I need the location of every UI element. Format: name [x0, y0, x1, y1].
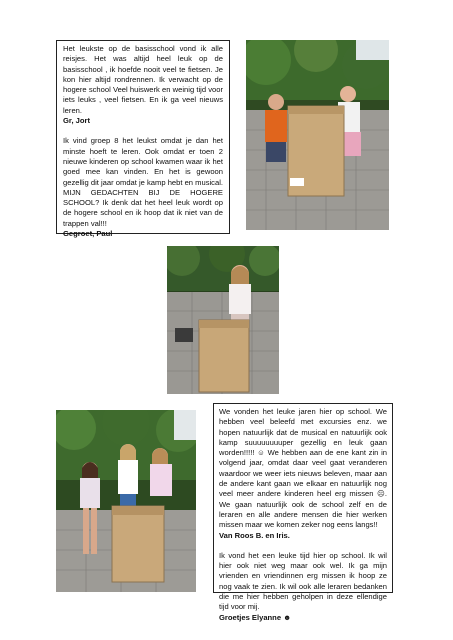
- signature-elyanne: Groetjes Elyanne ☻: [219, 612, 292, 622]
- paragraph-paul: Ik vind groep 8 het leukst omdat je dan het minste hoeft te leren. Ook omdat er toen 2 nieuwe kinderen op school kwamen waar ik het goed mee kan vinden. En het is gewoon gezellig dit jaar omdat je kamp hebt en musical. MIJN GEDACHTEN BIJ DE HOGERE SCHOOL? Ik denk dat het heel leuk wordt op de hogere school en ik hoop dat ik niet van de trappen val!!!: [63, 136, 223, 228]
- paragraph-jort: Het leukste op de basisschool vond ik alle reisjes. Het was altijd heel leuk op de basisschool , ik hoefde nooit veel te fietsen. Je kon hier altijd rondrennen. Ik verwacht op de hogere school Veel huiswerk en weinig tijd voor iets leuks , veel fietsen. En ik ga veel nieuws leren.: [63, 44, 223, 115]
- paragraph-roos-iris: We vonden het leuke jaren hier op school. We hebben veel beleefd met excursies enz. we hopen natuurlijk dat de musical en natuurlijk ook kamp suuuuuuuuper gezellig en leuk gaan worden!!!!! ☺ We hebben aan de ene kant zin in volgend jaar, omdat daar veel gaat veranderen waardoor we weer iets nieuws beleven, maar aan de andere kant gaan we elkaar en natuurlijk nog veel meer andere kinderen heel erg missen ☹. We gaan natuurlijk ook de school zelf en de leraren en alle andere mensen die hier werken missen maar we komen zeker nog eens langs!!: [219, 407, 387, 530]
- paragraph-elyanne: Ik vond het een leuke tijd hier op school. Ik wil hier ook niet weg maar ook wel. Ik ga mijn vrienden en vriendinnen erg missen ik hoop ze nog vaak te zien. Ik wil ook alle leraren bedanken die me hier hebben geholpen in deze ellendige tijd voor mij.: [219, 550, 387, 612]
- text-block-bottom: [213, 403, 393, 622]
- signature-jort: Gr, Jort: [63, 116, 91, 126]
- signature-roos-iris: Van Roos B. en Iris.: [219, 530, 290, 540]
- photo-two-boys-with-box: [246, 40, 389, 230]
- signature-paul: Gegroet, Paul: [63, 229, 113, 239]
- photo-girl-with-box: [167, 246, 279, 394]
- text-block-top: [56, 40, 230, 239]
- photo-three-girls-with-box: [56, 410, 196, 592]
